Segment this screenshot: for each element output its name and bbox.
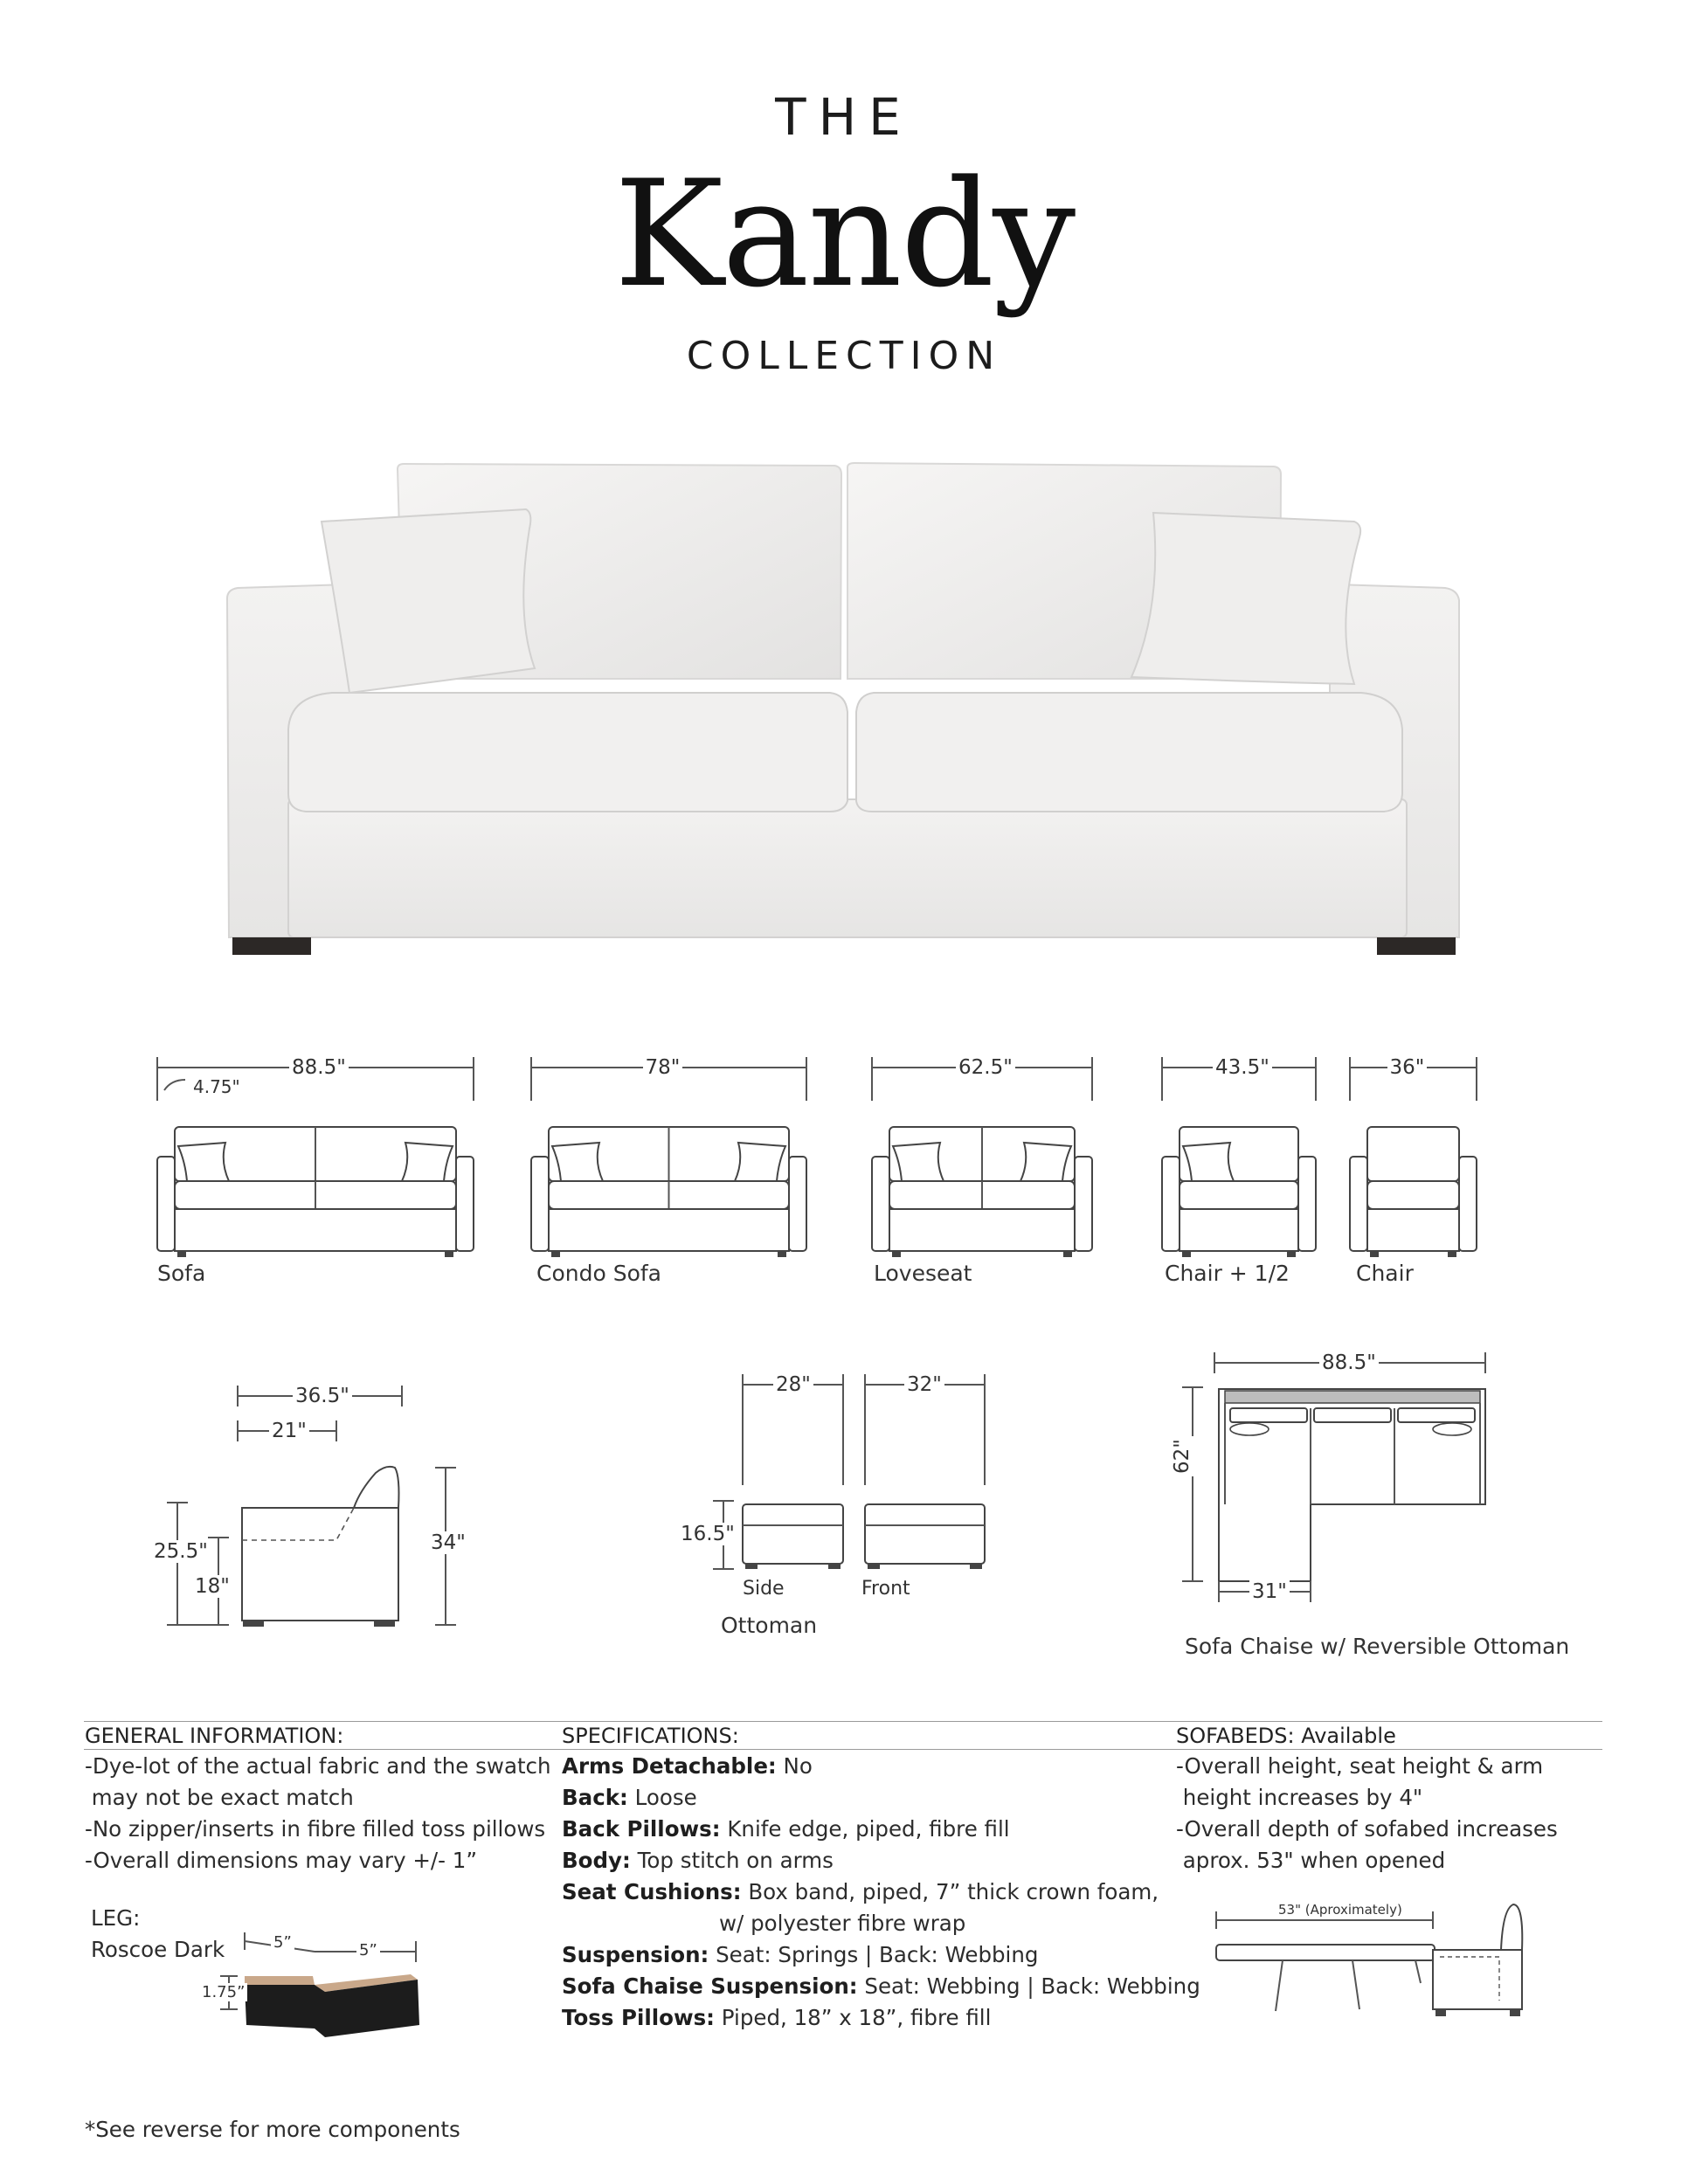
section-rule-top: [84, 1721, 1602, 1722]
spec-row: [562, 2002, 1200, 2034]
general-info-list: [85, 1751, 551, 1876]
pillow-outline: [1183, 1143, 1234, 1181]
config-width-dim: 62.5": [956, 1056, 1015, 1079]
ottoman-side-label: Side: [743, 1578, 785, 1600]
arm-outline: [157, 1157, 175, 1251]
leg: [1287, 1251, 1296, 1257]
spec-value: Loose: [627, 1785, 697, 1810]
arm-outline: [456, 1157, 474, 1251]
pillow-outline: [735, 1143, 785, 1181]
spec-row: [562, 1971, 1200, 2002]
spec-row: [562, 1939, 1200, 1971]
arm-dim-line: [164, 1080, 185, 1090]
arm-width-dim: 4.75": [190, 1076, 243, 1097]
spec-value: w/ polyester fibre wrap: [719, 1911, 966, 1936]
chaise-width-small-dim: 31": [1249, 1580, 1290, 1603]
config-width-dim: 36": [1387, 1056, 1428, 1079]
arm-outline: [1459, 1157, 1477, 1251]
chaise-depth-dim: 62": [1171, 1436, 1193, 1476]
leg: [445, 1251, 453, 1257]
spec-key: Body:: [562, 1848, 631, 1873]
chaise-drawing: [1171, 1345, 1503, 1607]
leg: [1448, 1251, 1456, 1257]
config-label: Sofa: [157, 1261, 206, 1286]
spec-key: Suspension:: [562, 1942, 709, 1967]
arm-outline: [1350, 1157, 1367, 1251]
spec-value: Box band, piped, 7” thick crown foam,: [741, 1879, 1159, 1904]
spec-value: Seat: Springs | Back: Webbing: [709, 1942, 1039, 1967]
leg: [1370, 1251, 1379, 1257]
specifications-heading: SPECIFICATIONS:: [562, 1724, 739, 1748]
arm-outline: [1162, 1157, 1180, 1251]
leg-dim-a: 5”: [271, 1933, 294, 1952]
spec-row: [562, 1908, 1200, 1939]
arm-outline: [531, 1157, 549, 1251]
general-line: -Overall dimensions may vary +/- 1”: [85, 1848, 478, 1873]
ottoman-height-dim: 16.5": [678, 1523, 737, 1545]
spec-key: Seat Cushions:: [562, 1879, 742, 1904]
base-outline: [889, 1209, 1075, 1251]
side-depth-dim: 36.5": [293, 1385, 352, 1407]
sofa-photo: [218, 459, 1477, 957]
header-the: THE: [775, 87, 913, 147]
sofabeds-heading: SOFABEDS: Available: [1176, 1724, 1396, 1748]
footer-note: *See reverse for more components: [85, 2117, 460, 2142]
general-line: may not be exact match: [85, 1785, 354, 1810]
leg: [177, 1251, 186, 1257]
spec-key: Back:: [562, 1785, 628, 1810]
spec-row: [562, 1782, 1200, 1814]
back-outline: [1367, 1127, 1459, 1181]
header-collection: COLLECTION: [686, 334, 1002, 378]
base-outline: [175, 1209, 456, 1251]
arm-outline: [789, 1157, 806, 1251]
spec-row: [562, 1845, 1200, 1876]
pillow-outline: [1020, 1143, 1071, 1181]
base-outline: [1367, 1209, 1459, 1251]
side-arm-height-dim: 25.5": [151, 1540, 211, 1563]
pillow-outline: [402, 1143, 453, 1181]
config-label: Loveseat: [874, 1261, 972, 1286]
spec-key: Back Pillows:: [562, 1816, 721, 1842]
side-seat-height-dim: 18": [192, 1575, 232, 1598]
side-seat-depth-dim: 21": [269, 1420, 309, 1442]
ottoman-front-label: Front: [861, 1578, 910, 1600]
ottoman-side-width-dim: 28": [773, 1373, 813, 1396]
side-height-dim: 34": [428, 1531, 468, 1554]
leg-dim-h: 1.75”: [199, 1983, 247, 2001]
leg-heading: LEG:: [91, 1905, 141, 1931]
ottoman-front-width-dim: 32": [904, 1373, 944, 1396]
spec-key: Arms Detachable:: [562, 1753, 777, 1779]
ottoman-label: Ottoman: [721, 1613, 818, 1638]
base-outline: [549, 1209, 789, 1251]
arm-outline: [1298, 1157, 1316, 1251]
spec-key: Sofa Chaise Suspension:: [562, 1973, 858, 1999]
side-view-drawing: [0, 1363, 542, 1642]
spec-value: Seat: Webbing | Back: Webbing: [857, 1973, 1200, 1999]
sofabed-line: height increases by 4": [1176, 1785, 1423, 1810]
chaise-width-dim: 88.5": [1319, 1351, 1379, 1374]
config-width-dim: 88.5": [289, 1056, 349, 1079]
base-outline: [1180, 1209, 1298, 1251]
collection-title: Kandy: [613, 149, 1075, 320]
spec-row: [562, 1751, 1200, 1782]
config-width-dim: 78": [643, 1056, 683, 1079]
leg-name: Roscoe Dark: [91, 1937, 225, 1962]
spec-value: Piped, 18” x 18”, fibre fill: [714, 2005, 992, 2030]
section-rule-bottom: [84, 1749, 1602, 1750]
config-label: Condo Sofa: [536, 1261, 661, 1286]
spec-key: Toss Pillows:: [562, 2005, 715, 2030]
config-label: Chair: [1356, 1261, 1414, 1286]
seat-outline: [1367, 1181, 1459, 1209]
seat-outline: [1180, 1181, 1298, 1209]
leg: [892, 1251, 901, 1257]
configuration-drawings: [0, 1031, 1688, 1258]
sofabed-depth-dim: 53" (Aproximately): [1276, 1902, 1405, 1918]
sofabed-line: -Overall depth of sofabed increases: [1176, 1816, 1558, 1842]
leg-dim-b: 5”: [356, 1941, 380, 1959]
spec-value: No: [776, 1753, 813, 1779]
config-width-dim: 43.5": [1213, 1056, 1272, 1079]
spec-value: Top stitch on arms: [630, 1848, 834, 1873]
general-line: -No zipper/inserts in fibre filled toss pillows: [85, 1816, 546, 1842]
spec-value: Knife edge, piped, fibre fill: [720, 1816, 1010, 1842]
sofabeds-list: [1176, 1751, 1558, 1876]
leg: [778, 1251, 786, 1257]
pillow-outline: [552, 1143, 603, 1181]
specifications-list: [562, 1751, 1200, 2034]
leg: [551, 1251, 560, 1257]
sofabed-line: aprox. 53" when opened: [1176, 1848, 1446, 1873]
pillow-outline: [893, 1143, 944, 1181]
arm-outline: [1075, 1157, 1092, 1251]
general-line: -Dye-lot of the actual fabric and the swatch: [85, 1753, 551, 1779]
leg: [1182, 1251, 1191, 1257]
arm-outline: [872, 1157, 889, 1251]
sofabed-line: -Overall height, seat height & arm: [1176, 1753, 1544, 1779]
leg: [1063, 1251, 1072, 1257]
chaise-label: Sofa Chaise w/ Reversible Ottoman: [1185, 1634, 1570, 1659]
spec-row: [562, 1814, 1200, 1845]
pillow-outline: [178, 1143, 229, 1181]
config-label: Chair + 1/2: [1165, 1261, 1290, 1286]
general-heading: GENERAL INFORMATION:: [85, 1724, 344, 1748]
spec-row: [562, 1876, 1200, 1908]
